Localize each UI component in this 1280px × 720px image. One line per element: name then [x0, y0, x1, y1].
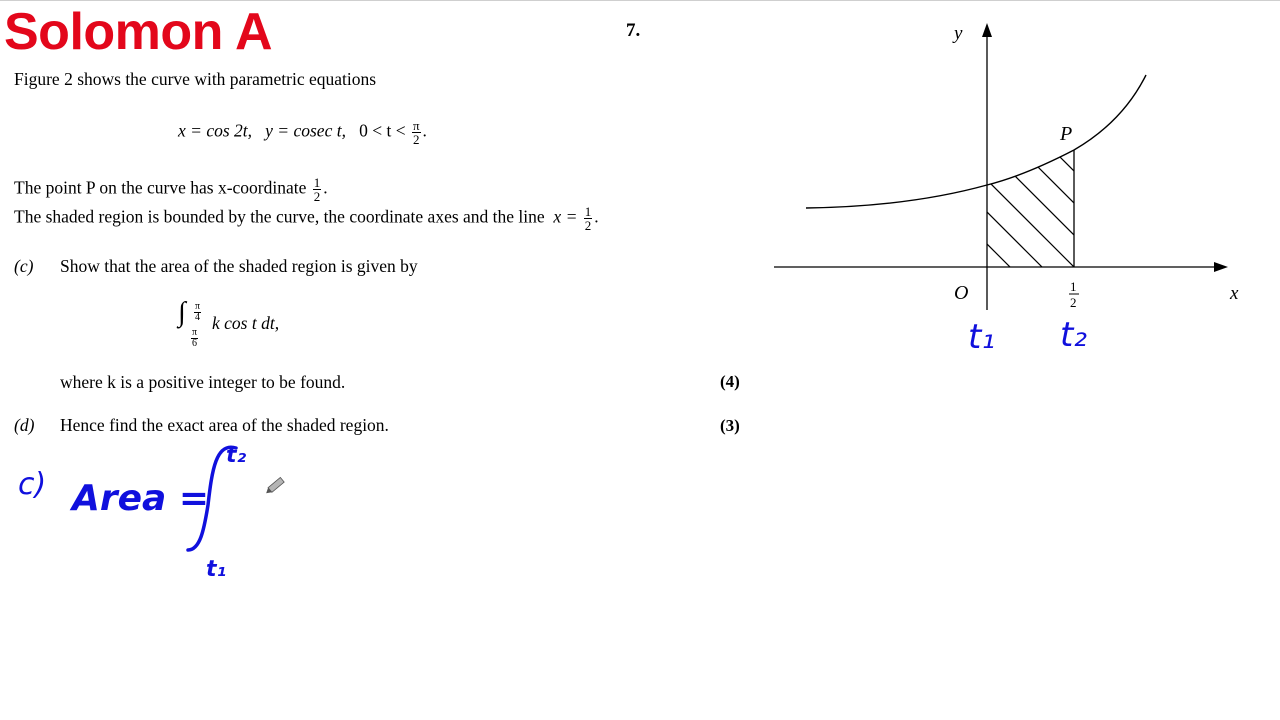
shaded-region-hatching	[878, 135, 1188, 285]
handwritten-upper-limit: t₂	[226, 443, 247, 468]
equation-y-part: y = cosec t,	[265, 120, 346, 141]
part-c-text: Show that the area of the shaded region is given by	[60, 256, 418, 276]
y-axis-label: y	[954, 23, 963, 44]
handwritten-part-c: c)	[18, 467, 47, 502]
integrand: k cos t dt,	[212, 313, 280, 333]
part-d-label: (d)	[14, 415, 35, 435]
integral-upper-limit: $\frac{\pi}{4}$	[195, 301, 201, 323]
part-c-where: where k is a positive integer to be found.	[60, 372, 346, 392]
part-c-marks: (4)	[720, 372, 740, 391]
handwritten-area-label: Area =	[72, 478, 210, 519]
part-d-text: Hence find the exact area of the shaded region.	[60, 415, 389, 435]
equation-x-part: x = cos 2t,	[178, 120, 253, 141]
x-axis-arrow	[1214, 262, 1228, 272]
y-axis-arrow	[982, 23, 992, 37]
question-number: 7.	[626, 20, 641, 41]
pen-cursor-icon	[264, 477, 284, 495]
parametric-curve	[806, 75, 1146, 208]
top-border	[0, 0, 1280, 1]
origin-label: O	[954, 282, 969, 304]
handwritten-annotations	[0, 297, 1280, 600]
point-p-label: P	[1060, 123, 1073, 145]
handwritten-t1: t₁	[968, 317, 995, 357]
equation-range-fraction: $\frac{\pi}{2}$	[412, 118, 420, 147]
handwritten-lower-limit: t₁	[206, 557, 227, 582]
region-text: The shaded region is bounded by the curve, the coordinate axes and the line x = $\frac{1}{2}$ .	[14, 204, 599, 233]
part-c-label: (c)	[14, 256, 34, 276]
tick-half-denominator: 2	[1070, 295, 1077, 310]
equation-range-part: 0 < t <	[359, 120, 406, 141]
x-axis-label: x	[1230, 283, 1239, 304]
channel-brand-title: Solomon A	[4, 3, 272, 61]
intro-text: Figure 2 shows the curve with parametric equations	[14, 69, 377, 89]
point-p-fraction: $\frac{1}{2}$	[313, 175, 321, 204]
handwritten-t2: t₂	[1060, 315, 1087, 355]
parametric-equation: x = cos 2t, y = cosec t, 0 < t < $\frac{\pi}{2}$ .	[178, 118, 427, 147]
region-fraction: $\frac{1}{2}$	[584, 204, 592, 233]
tick-half-numerator: 1	[1070, 279, 1077, 294]
point-p-text: The point P on the curve has x-coordinate $\frac{1}{2}$ .	[14, 175, 328, 204]
integral-sign: ∫	[178, 297, 186, 328]
integral-lower-limit: $\frac{\pi}{6}$	[192, 327, 198, 349]
part-d-marks: (3)	[720, 416, 740, 435]
